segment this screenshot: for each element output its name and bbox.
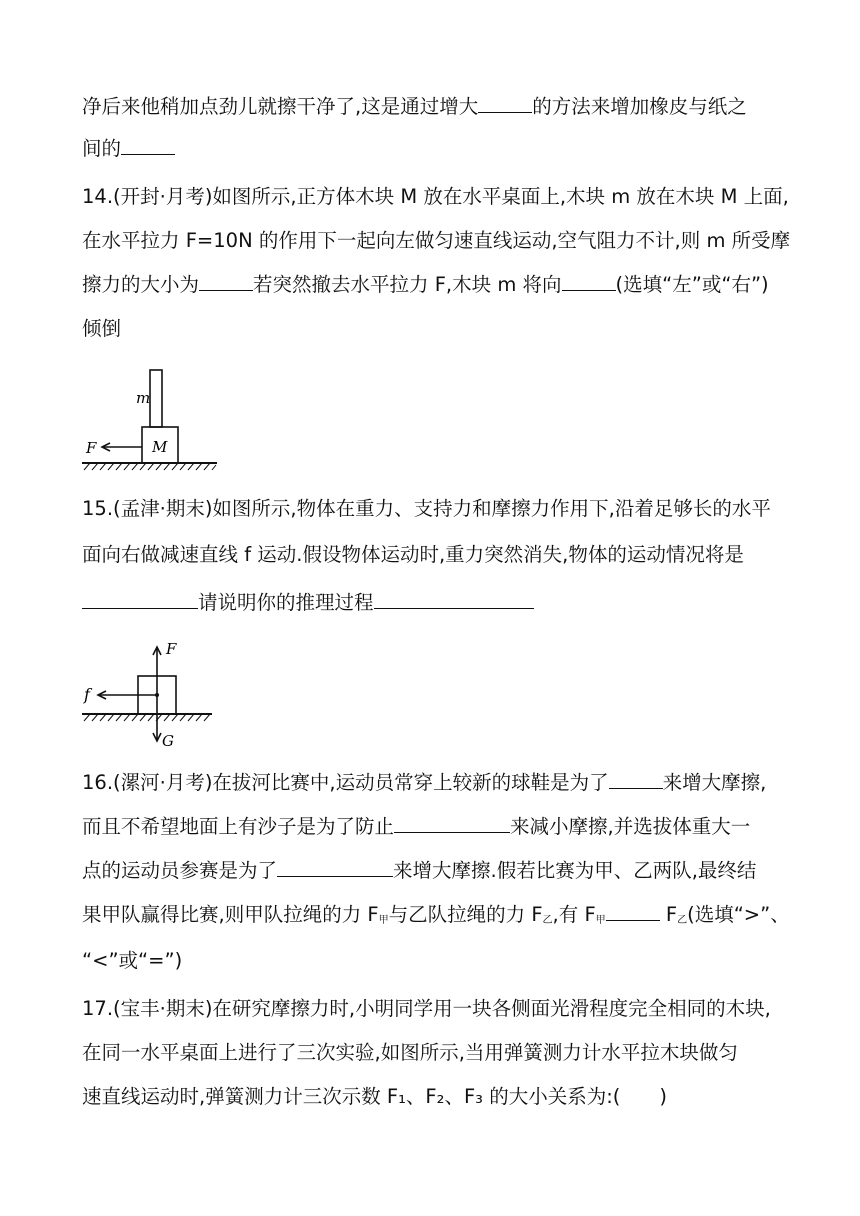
- text-segment: 净后来他稍加点劲儿就擦干净了,这是通过增大: [82, 95, 479, 118]
- label-M: M: [152, 438, 168, 456]
- text-segment: 来增大摩擦.假若比赛为甲、乙两队,最终结: [393, 859, 757, 882]
- text-segment: 来增大摩擦,: [662, 771, 767, 794]
- answer-blank[interactable]: [478, 92, 532, 113]
- question-17-line: 速直线运动时,弹簧测力计三次示数 F₁、F₂、F₃ 的大小关系为:( ): [82, 1085, 667, 1108]
- question-15-line: 面向右做减速直线 f 运动.假设物体运动时,重力突然消失,物体的运动情况将是: [82, 543, 744, 566]
- question-15-line: 15.(孟津·期末)如图所示,物体在重力、支持力和摩擦力作用下,沿着足够长的水平: [82, 497, 771, 520]
- question-16-line: [82, 900, 792, 936]
- question-16-line: [82, 812, 782, 842]
- text-segment: 与乙队拉绳的力 F: [388, 903, 543, 926]
- label-F: F: [166, 640, 177, 658]
- text-segment: 间的: [82, 137, 122, 160]
- question-14-line: [82, 270, 782, 300]
- subscript: 甲: [595, 915, 606, 926]
- ground-hatching: [84, 714, 210, 721]
- label-G: G: [162, 732, 174, 750]
- answer-blank[interactable]: [277, 856, 393, 877]
- text-segment: 果甲队赢得比赛,则甲队拉绳的力 F: [82, 903, 379, 926]
- text-line: [82, 134, 782, 164]
- text-segment: 来减小摩擦,并选拔体重大一: [510, 815, 751, 838]
- question-15-line: [82, 588, 782, 618]
- text-segment: 若突然撤去水平拉力 F,木块 m 将向: [253, 273, 562, 296]
- answer-blank[interactable]: [121, 134, 175, 155]
- subscript: 乙: [542, 915, 553, 926]
- question-14-line: 14.(开封·月考)如图所示,正方体木块 M 放在水平桌面上,木块 m 放在木块 M 上面,: [82, 185, 789, 208]
- answer-blank[interactable]: [374, 588, 534, 609]
- subscript: 乙: [677, 915, 688, 926]
- answer-blank[interactable]: [199, 270, 253, 291]
- question-14-line: 倾倒: [82, 317, 122, 340]
- small-block-m: [150, 370, 162, 427]
- answer-blank[interactable]: [609, 768, 663, 789]
- answer-blank[interactable]: [82, 588, 198, 609]
- question-17-line: 17.(宝丰·期末)在研究摩擦力时,小明同学用一块各侧面光滑程度完全相同的木块,: [82, 997, 771, 1020]
- text-segment: F: [659, 903, 678, 926]
- question-16-line: “<”或“=”): [82, 949, 183, 972]
- label-f: f: [84, 685, 90, 704]
- question-17-line: 在同一水平桌面上进行了三次实验,如图所示,当用弹簧测力计水平拉木块做匀: [82, 1041, 738, 1064]
- figure-14-diagram: [82, 365, 222, 475]
- text-segment: 16.(漯河·月考)在拔河比赛中,运动员常穿上较新的球鞋是为了: [82, 771, 609, 794]
- answer-blank[interactable]: [394, 812, 510, 833]
- ground-hatching: [84, 463, 216, 470]
- answer-blank[interactable]: [562, 270, 616, 291]
- text-segment: 点的运动员参赛是为了: [82, 859, 278, 882]
- label-m: m: [136, 389, 151, 407]
- question-16-line: [82, 856, 782, 886]
- text-segment: (选填“左”或“右”): [615, 273, 769, 296]
- question-16-line: [82, 768, 782, 798]
- label-F: F: [86, 439, 97, 457]
- text-segment: 而且不希望地面上有沙子是为了防止: [82, 815, 395, 838]
- figure-15-diagram: [82, 640, 217, 750]
- text-segment: ,有 F: [552, 903, 596, 926]
- text-segment: 请说明你的推理过程: [198, 591, 374, 614]
- text-segment: 擦力的大小为: [82, 273, 200, 296]
- text-segment: (选填“>”、: [687, 903, 790, 926]
- question-14-line: 在水平拉力 F=10N 的作用下一起向左做匀速直线运动,空气阻力不计,则 m 所受摩: [82, 229, 791, 252]
- subscript: 甲: [378, 915, 389, 926]
- text-line: [82, 92, 782, 122]
- answer-blank[interactable]: [606, 900, 660, 921]
- text-segment: 的方法来增加橡皮与纸之: [532, 95, 747, 118]
